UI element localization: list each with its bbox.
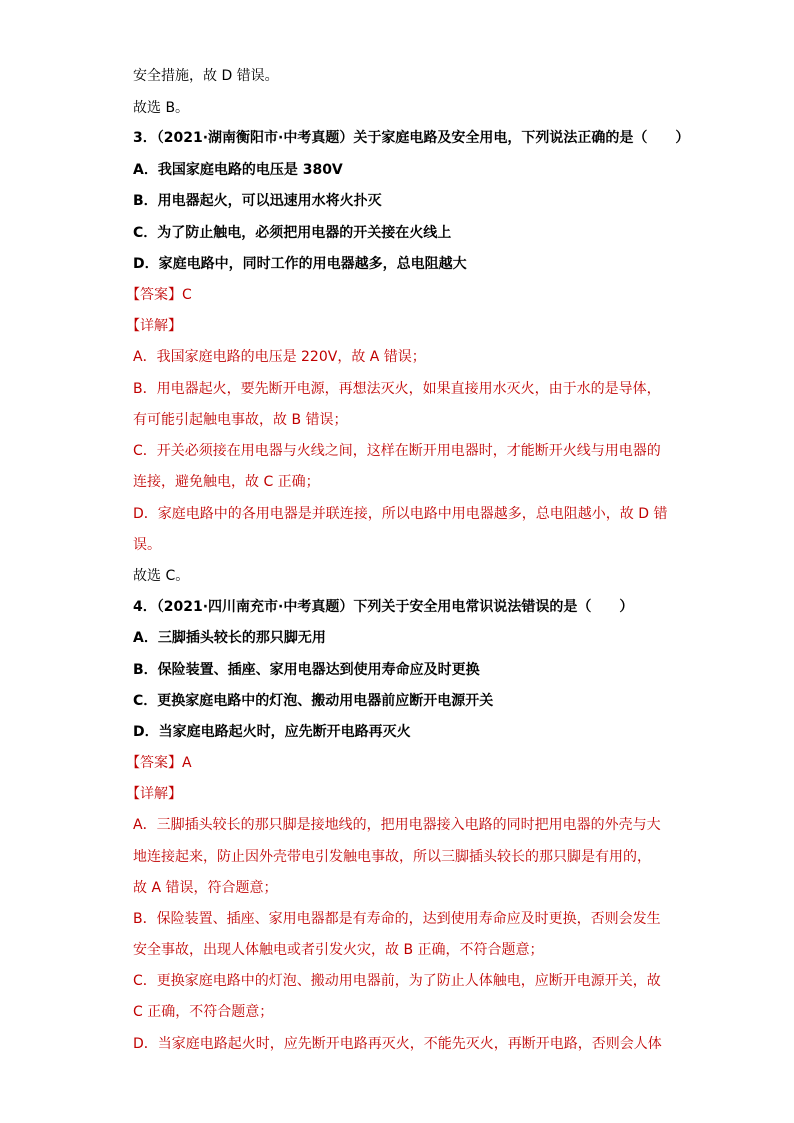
option-b: B．用电器起火，可以迅速用水将火扑灭 [133, 193, 382, 209]
explanation-line: A．我国家庭电路的电压是 220V，故 A 错误； [133, 349, 426, 365]
explanation-line: A．三脚插头较长的那只脚是接地线的，把用电器接入电路的同时把用电器的外壳与大 [133, 817, 661, 833]
explanation-line: C．开关必须接在用电器与火线之间，这样在断开用电器时，才能断开火线与用电器的 [133, 443, 661, 459]
answer: 【答案】A [126, 755, 192, 771]
explanation-line: D．当家庭电路起火时，应先断开电路再灭火，不能先灭火，再断开电路，否则会人体 [133, 1036, 662, 1052]
option-d: D．当家庭电路起火时，应先断开电路再灭火 [133, 724, 411, 740]
explanation-line: 连接，避免触电，故 C 正确； [133, 474, 320, 490]
option-a: A．三脚插头较长的那只脚无用 [133, 630, 326, 646]
question-stem: 3．（2021·湖南衡阳市·中考真题）关于家庭电路及安全用电，下列说法正确的是（ ） [133, 130, 690, 146]
option-a: A．我国家庭电路的电压是 380V [133, 162, 343, 178]
question-stem: 4．（2021·四川南充市·中考真题）下列关于安全用电常识说法错误的是（ ） [133, 599, 634, 615]
answer: 【答案】C [126, 287, 192, 303]
option-b: B．保险装置、插座、家用电器达到使用寿命应及时更换 [133, 662, 480, 678]
detail-label: 【详解】 [126, 786, 182, 802]
text-line: 故选 B。 [133, 100, 190, 116]
explanation-line: D．家庭电路中的各用电器是并联连接，所以电路中用电器越多，总电阻越小，故 D 错 [133, 506, 668, 522]
explanation-line: 安全事故，出现人体触电或者引发火灾，故 B 正确，不符合题意； [133, 942, 544, 958]
conclusion: 故选 C。 [133, 568, 190, 584]
explanation-line: B．保险装置、插座、家用电器都是有寿命的，达到使用寿命应及时更换，否则会发生 [133, 911, 661, 927]
option-d: D．家庭电路中，同时工作的用电器越多，总电阻越大 [133, 256, 467, 272]
option-c: C．为了防止触电，必须把用电器的开关接在火线上 [133, 225, 452, 241]
explanation-line: C．更换家庭电路中的灯泡、搬动用电器前，为了防止人体触电，应断开电源开关，故 [133, 973, 661, 989]
explanation-line: C 正确，不符合题意； [133, 1004, 274, 1020]
explanation-line: 故 A 错误，符合题意； [133, 880, 278, 896]
option-c: C．更换家庭电路中的灯泡、搬动用电器前应断开电源开关 [133, 693, 494, 709]
explanation-line: 有可能引起触电事故，故 B 错误； [133, 412, 348, 428]
detail-label: 【详解】 [126, 318, 182, 334]
text-line: 安全措施，故 D 错误。 [133, 68, 279, 84]
explanation-line: 地连接起来，防止因外壳带电引发触电事故，所以三脚插头较长的那只脚是有用的， [133, 849, 651, 865]
explanation-line: B．用电器起火，要先断开电源，再想法灭火，如果直接用水灭火，由于水的是导体， [133, 381, 661, 397]
explanation-line: 误。 [133, 537, 161, 553]
